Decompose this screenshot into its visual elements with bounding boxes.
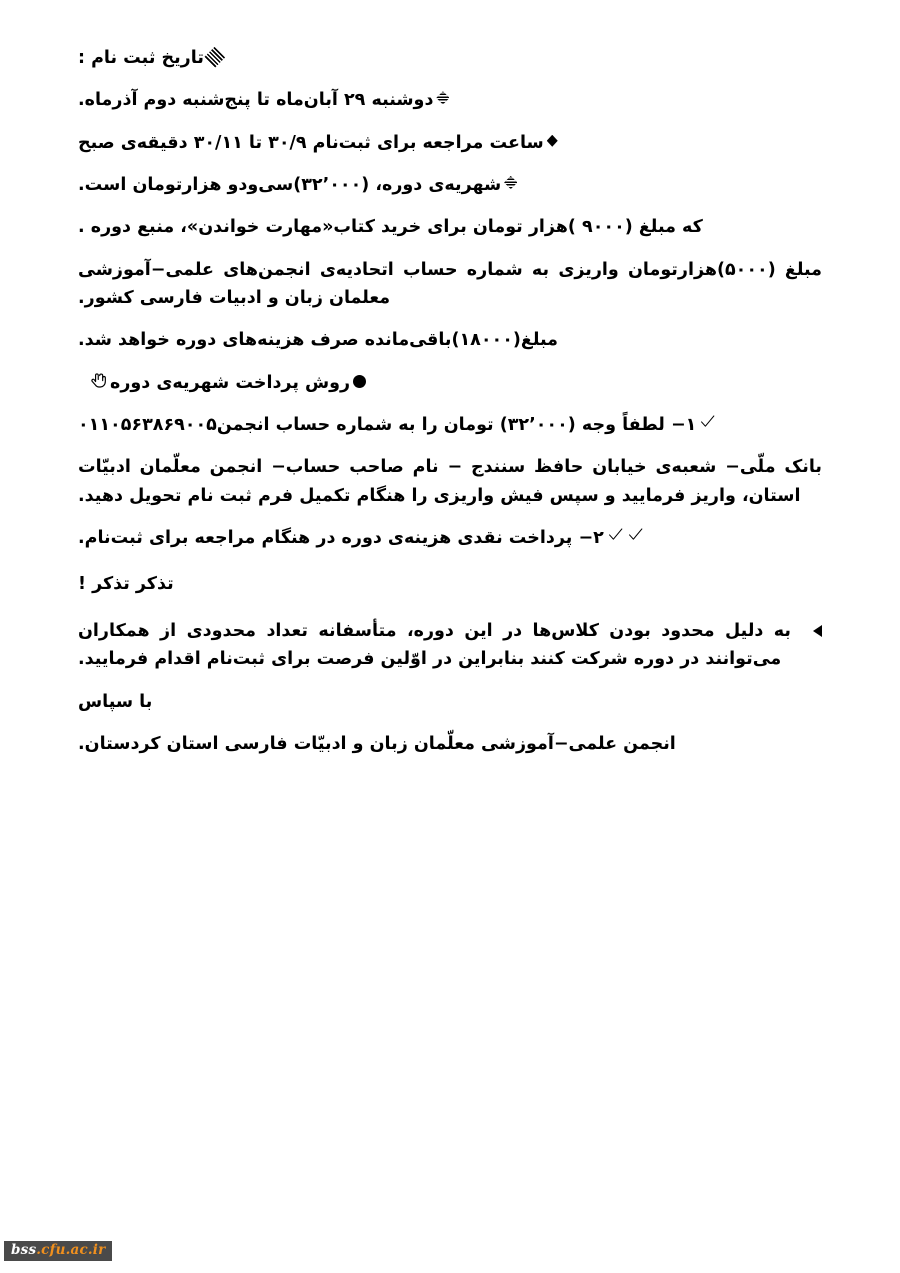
signature-text: انجمن علمی−آموزشی معلّمان زبان و ادبیّات فارسی استان کردستان. [78,733,676,754]
triangle-bullet-icon [813,625,822,637]
line-registration-hours [78,129,822,157]
watermark-prefix: bss [11,1241,37,1258]
remaining-fee-text: مبلغ(۱۸۰۰۰)باقی‌مانده صرف هزینه‌های دوره خواهد شد. [78,330,558,351]
payment-item-1-text: ۱− لطفاً وجه (۳۲٬۰۰۰) تومان را به شماره حساب انجمن۰۱۱۰۵۶۳۸۶۹۰۰۵ [78,415,697,436]
line-registration-date-heading [78,44,822,72]
line-union-fee [78,256,822,313]
line-signature [78,730,822,758]
union-fee-text: مبلغ (۵۰۰۰)هزارتومان واریزی به شماره حساب اتحادیه‌ی انجمن‌های علمی−آموزشی معلمان زبان و ادبیات فارسی کشور. [78,259,822,309]
diamond-hatched-bullet-icon [204,47,225,68]
payment-method-heading-text: روش پرداخت شهریه‌ی دوره [110,372,351,393]
closing-thanks-text: با سپاس [78,691,153,712]
bank-details-text: بانک ملّی− شعبه‌ی خیابان حافظ سنندج − نام صاحب حساب− انجمن معلّمان ادبیّات استان، واریز فرمایید و سپس فیش واریزی را هنگام تکمیل فرم ثبت نام تحویل دهید. [78,457,822,506]
line-notice-body [78,617,822,674]
book-fee-text: که مبلغ (۹۰۰۰ )هزار تومان برای خرید کتاب«مهارت خواندن»، منبع دوره . [78,217,703,238]
payment-item-2-text: ۲− پرداخت نقدی هزینه‌ی دوره در هنگام مراجعه برای ثبت‌نام. [78,528,604,549]
line-closing-thanks [78,688,822,716]
notice-body-text: به دلیل محدود بودن کلاس‌ها در این دوره، متأسفانه تعداد محدودی از همکاران می‌توانند در دوره شرکت کنند بنابراین در اوّلین فرصت برای ثبت‌نام اقدام فرمایید. [78,620,791,670]
notice-heading-text: تذکر تذکر ! [78,574,174,595]
footer-watermark [4,1241,112,1262]
diamond-striped-bullet-icon-2 [504,176,517,189]
document-body [78,44,822,768]
tuition-text: شهریه‌ی دوره، (۳۲٬۰۰۰)سی‌ودو هزارتومان است. [78,175,502,196]
line-payment-item-2 [78,524,822,552]
diamond-solid-bullet-icon [547,135,558,147]
line-payment-item-1 [78,411,822,439]
line-tuition [78,171,822,199]
line-book-fee [78,213,822,241]
registration-date-range-text: دوشنبه ۲۹ آبان‌ماه تا پنج‌شنبه دوم آذرماه. [78,90,434,111]
circle-solid-bullet-icon [353,375,366,388]
line-registration-date-range [78,86,822,114]
diamond-striped-bullet-icon [436,91,449,104]
check-bullet-icon-2b [607,526,624,543]
watermark-suffix: .cfu.ac.ir [36,1241,106,1258]
pointing-hand-icon [88,371,108,391]
check-bullet-icon-2a [627,526,644,543]
registration-hours-text: ساعت مراجعه برای ثبت‌نام ۳۰/۹ تا ۳۰/۱۱ دقیقه‌ی صبح [78,132,544,153]
registration-date-heading-text: تاریخ ثبت نام : [78,48,204,68]
line-remaining-fee [78,326,822,354]
line-payment-method-heading [78,369,822,397]
check-bullet-icon [699,413,716,430]
line-bank-details [78,453,822,510]
line-notice-heading [78,570,822,598]
